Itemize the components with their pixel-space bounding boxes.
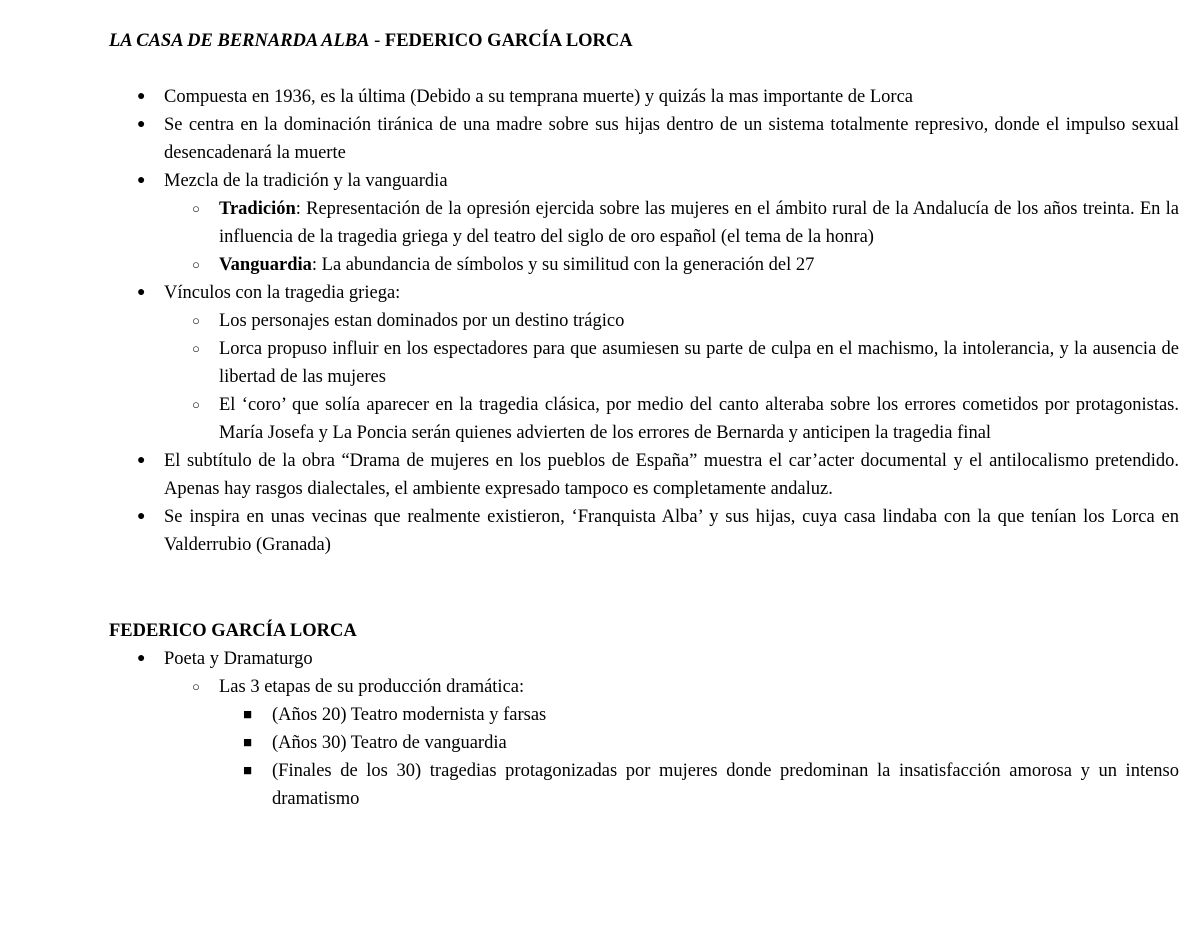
sublist-item [192,195,1179,251]
list-item [137,503,1179,559]
term-tradicion: Tradición [219,199,296,219]
sublist-item [192,251,1179,279]
sublist-item [192,307,1179,335]
list-item-text: Mezcla de la tradición y la vanguardia [164,171,448,191]
list-item-text: Compuesta en 1936, es la última (Debido a su temprana muerte) y quizás la mas importante de Lorca [164,87,914,107]
title-separator: - [369,31,385,51]
circle-bullet-icon: ○ [192,397,200,412]
bullet-icon: ● [137,453,146,468]
square-bullet-icon: ■ [243,707,253,723]
subsublist-item [243,729,1179,757]
list-item [137,645,1179,673]
list-item [137,83,1179,111]
list-item-text: Lorca propuso influir en los espectadores para que asumiesen su parte de culpa en el machismo, la intolerancia, y la ausencia de libertad de las mujeres [219,339,1179,387]
list-item-text: Se inspira en unas vecinas que realmente existieron, ‘Franquista Alba’ y sus hijas, cuya casa lindaba con la que tenían los Lorca en Valderrubio (Granada) [164,507,1179,555]
square-bullet-icon: ■ [243,735,253,751]
sublist-item [192,673,1179,701]
circle-bullet-icon: ○ [192,313,200,328]
list-item-text: Poeta y Dramaturgo [164,649,313,669]
list-item-text: : Representación de la opresión ejercida sobre las mujeres en el ámbito rural de la Andalucía de los años treinta. En la influencia de la tragedia griega y del teatro del siglo de oro español (el tema de la honra) [219,199,1179,247]
list-item [137,279,1179,307]
bullet-icon: ● [137,651,146,666]
list-item-text: Las 3 etapas de su producción dramática: [219,677,525,697]
list-item-text: El subtítulo de la obra “Drama de mujeres en los pueblos de España” muestra el car’acter documental y el antilocalismo pretendido. Apenas hay rasgos dialectales, el ambiente expresado tampoco es completamente andaluz. [164,451,1179,499]
bullet-icon: ● [137,173,146,188]
bullet-icon: ● [137,285,146,300]
list-item-text: (Años 30) Teatro de vanguardia [272,733,507,753]
bullet-icon: ● [137,89,146,104]
list-item-text: Se centra en la dominación tiránica de una madre sobre sus hijas dentro de un sistema totalmente represivo, donde el impulso sexual desencadenará la muerte [164,115,1179,163]
author-notes-list [0,645,1200,813]
sublist-item [192,391,1179,447]
list-item-text: El ‘coro’ que solía aparecer en la tragedia clásica, por medio del canto alteraba sobre los errores cometidos por protagonistas. María Josefa y La Poncia serán quienes advierten de los errores de Bernarda y anticipen la tragedia final [219,395,1179,443]
list-item-text: Vínculos con la tragedia griega: [164,283,401,303]
circle-bullet-icon: ○ [192,341,200,356]
square-bullet-icon: ■ [243,763,253,779]
list-item [137,447,1179,503]
list-item-text: (Finales de los 30) tragedias protagonizadas por mujeres donde predominan la insatisfacción amorosa y un intenso dramatismo [272,761,1179,809]
list-item [137,111,1179,167]
bullet-icon: ● [137,509,146,524]
author-section-title: FEDERICO GARCÍA LORCA [109,621,357,641]
circle-bullet-icon: ○ [192,201,200,216]
circle-bullet-icon: ○ [192,257,200,272]
circle-bullet-icon: ○ [192,679,200,694]
list-item-text: : La abundancia de símbolos y su similitud con la generación del 27 [311,255,815,275]
list-item-text: (Años 20) Teatro modernista y farsas [272,705,547,725]
list-item-text: Los personajes estan dominados por un destino trágico [219,311,625,331]
author-name: FEDERICO GARCÍA LORCA [384,31,633,51]
play-title: LA CASA DE BERNARDA ALBA [109,31,370,51]
bullet-icon: ● [137,117,146,132]
term-vanguardia: Vanguardia [219,255,312,275]
list-item [137,167,1179,195]
document-title [109,27,633,55]
subsublist-item [243,701,1179,729]
sublist-item [192,335,1179,391]
subsublist-item [243,757,1179,813]
play-notes-list [0,83,1200,559]
